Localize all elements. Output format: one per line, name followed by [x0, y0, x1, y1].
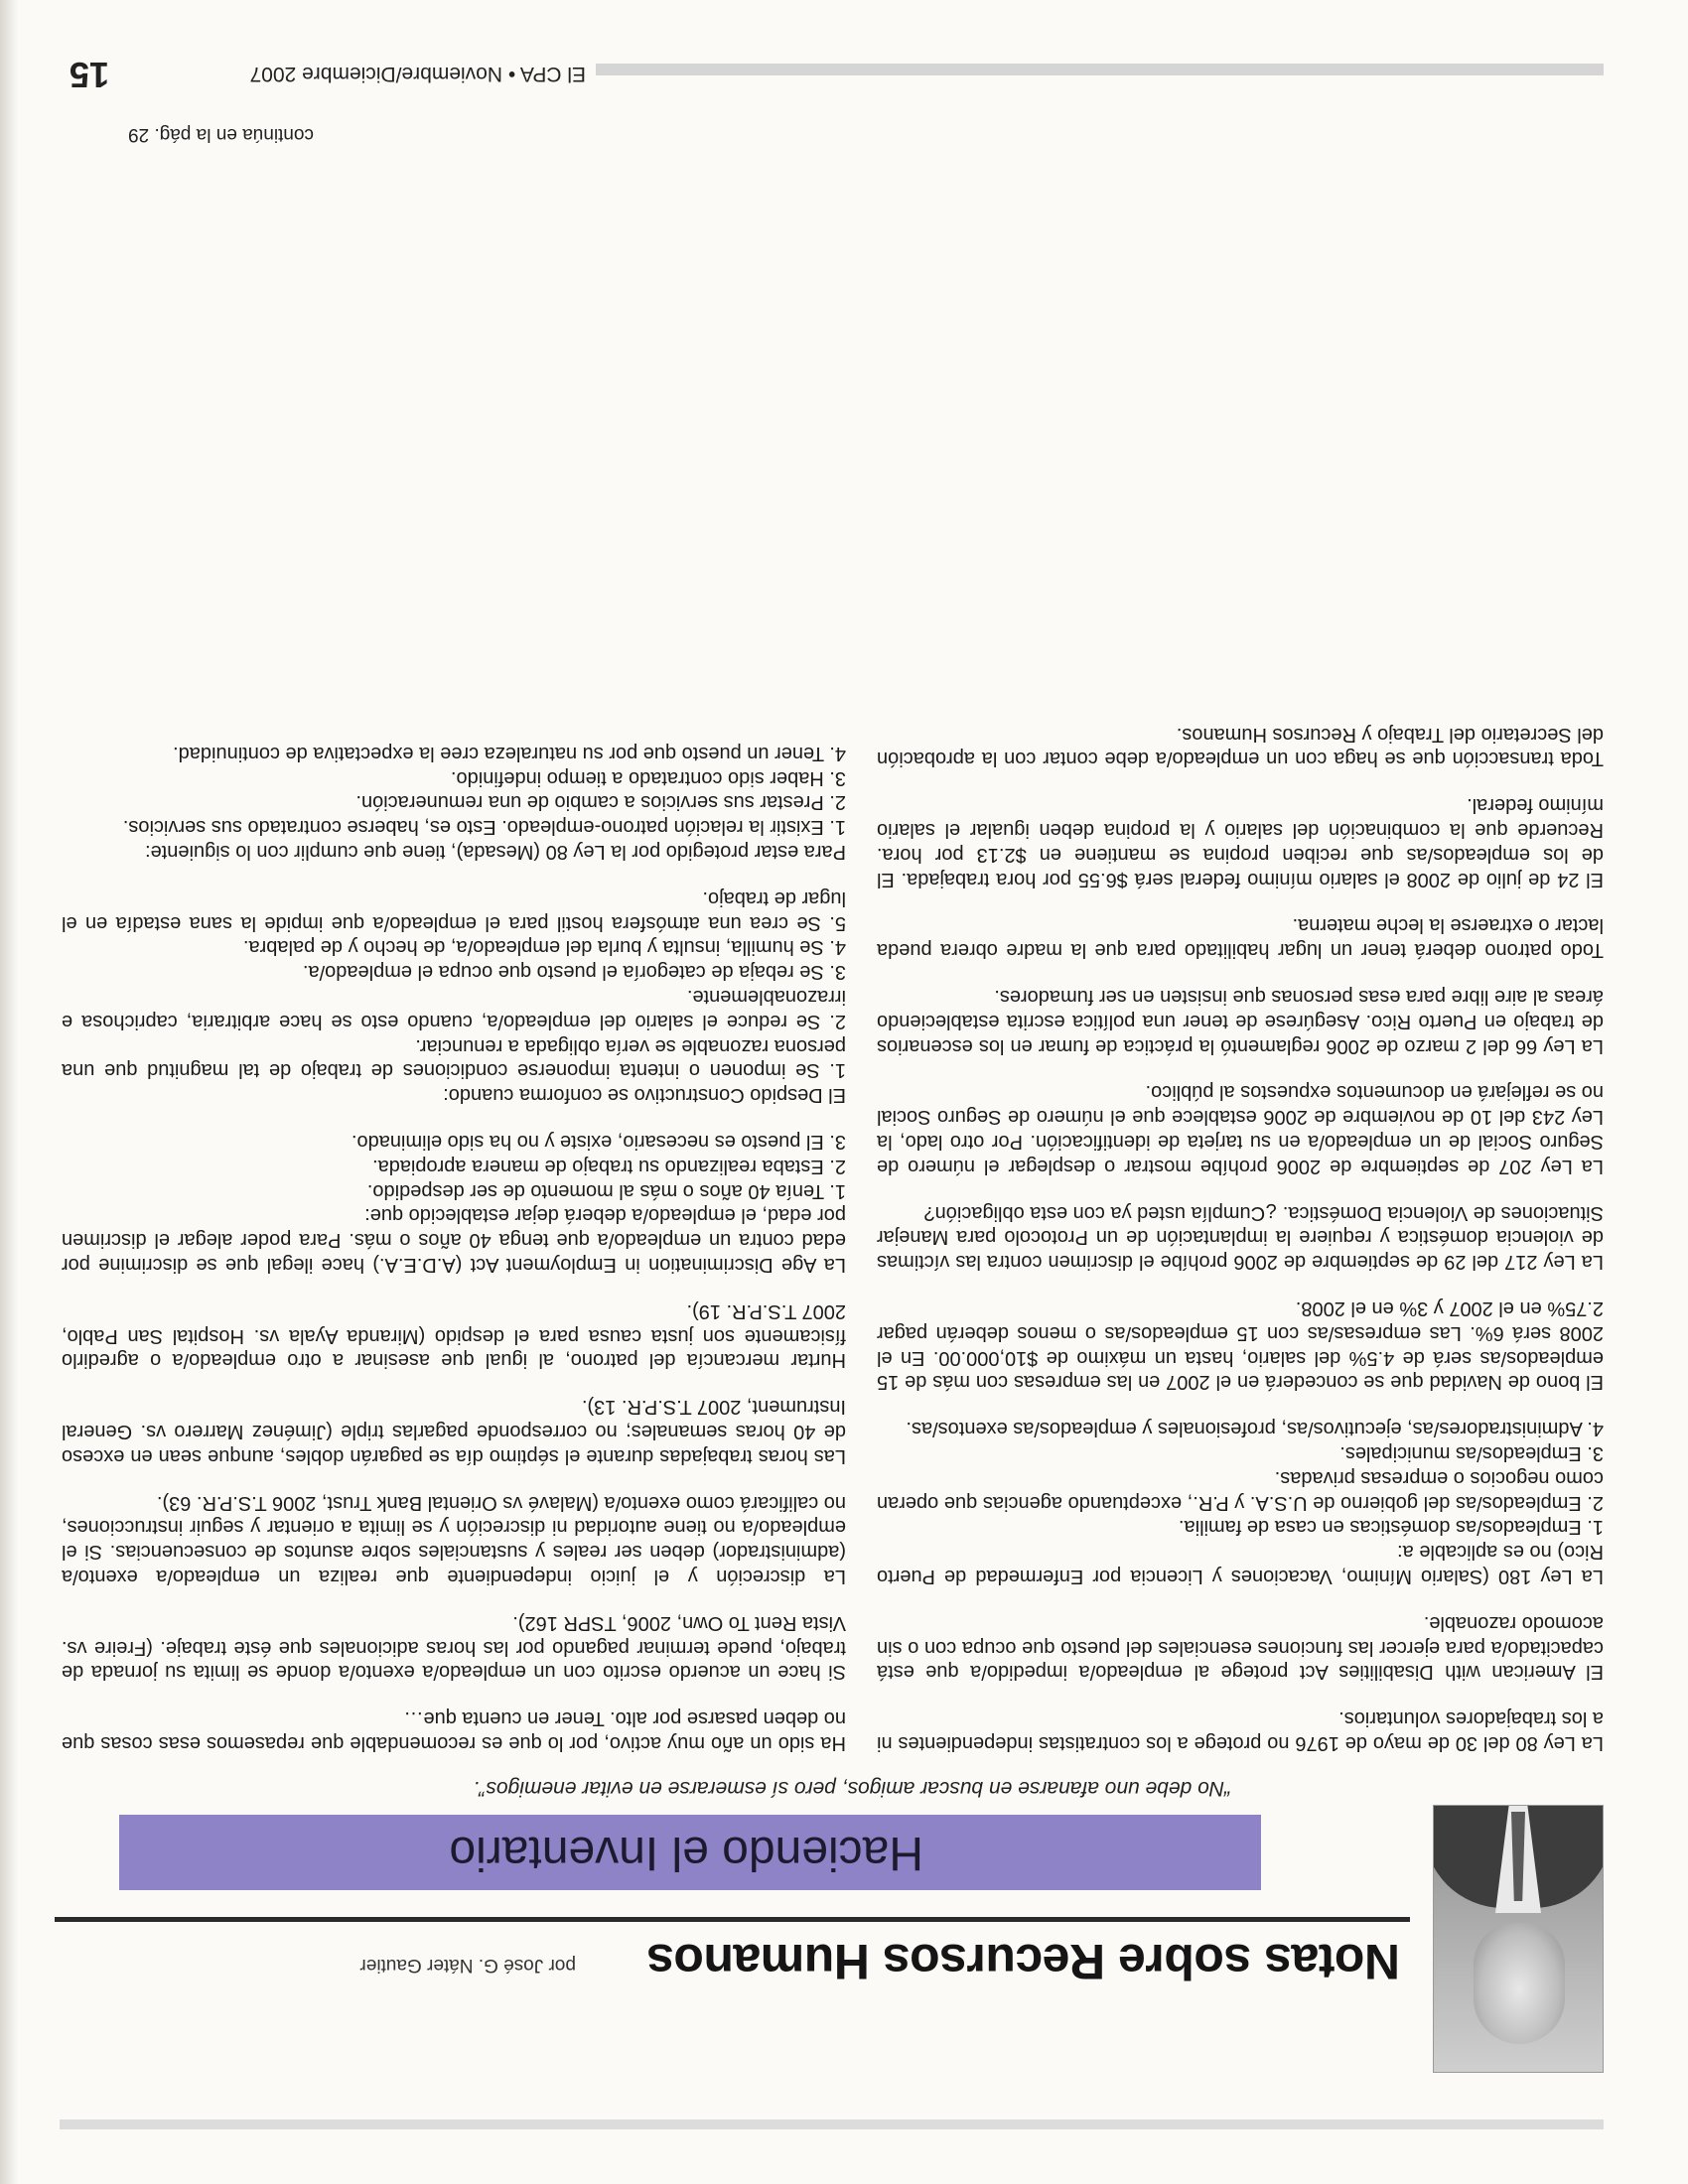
paragraph: Hurtar mercancía del patrono, al igual que asesinar a otro empleado/a o agredirlo físicamente son justa causa para el despido (Miranda Ayala vs. Hospital San Pablo, 2007 T.S.P.R. 19). — [62, 1299, 846, 1372]
paragraph: El 24 de julio de 2008 el salario mínimo federal será $6.55 por hora trabajada. El de los empleados/as que reciben propina se mantiene en $2.13 por hora. Recuerde que la combinación del salario y la propina deben igualar el salario mínimo federal. — [877, 794, 1604, 890]
list-item: 1. Se imponen o intenta imponerse condiciones de trabajo de tal magnitud que una persona razonable se vería obligada a renunciar. — [62, 1034, 846, 1082]
paragraph: Ha sido un año muy activo, por lo que es recomendable que repasemos esas cosas que no deben pasarse por alto. Tener en cuenta que… — [62, 1707, 846, 1754]
list — [877, 1416, 1604, 1539]
footer-publication: El CPA • Noviembre/Diciembre 2007 — [249, 63, 586, 85]
right-column — [877, 700, 1604, 1755]
list-item: 2. Prestar sus servicios a cambio de una remuneración. — [355, 791, 846, 814]
article-title: Haciendo el Inventario — [449, 1827, 923, 1879]
header-rule — [55, 1917, 1410, 1922]
list-item: 3. El puesto es necesario, existe y no ha sido eliminado. — [351, 1131, 846, 1154]
list-item: 2. Empleados/as del gobierno de U.S.A. y P.R., exceptuando agencias que operan como negocios o empresas privadas. — [877, 1466, 1604, 1514]
paragraph: La Ley 217 del 29 de septiembre de 2006 prohíbe el discrimen contra las víctimas de violencia doméstica y requiere la implantación de un Protocolo para Manejar Situaciones de Violencia Doméstica. ¿Cumplía usted ya con esta obligación? — [877, 1201, 1604, 1274]
byline: por José G. Náter Gautier — [359, 1955, 576, 1976]
paragraph: La Ley 207 de septiembre de 2006 prohíbe mostrar o desplegar el número de Seguro Social de un empleado/a en su tarjeta de identificación. Por otro lado, la Ley 243 del 10 de noviembre de 2006 establece que el número de Seguro Social no se reflejará en documentos expuestos al público. — [877, 1081, 1604, 1177]
list-item: 5. Se crea una atmósfera hostil para el empleado/a que impide la sana estadía en el lugar de trabajo. — [62, 887, 846, 934]
list-item: 3. Haber sido contratado a tiempo indefinido. — [450, 766, 846, 789]
paragraph: Toda transacción que se haga con un empleado/a debe contar con la aprobación del Secretario del Trabajo y Recursos Humanos. — [877, 723, 1604, 770]
paragraph: Las horas trabajadas durante el séptimo día se pagarán dobles, aunque sean en exceso de 40 horas semanales; no corresponde pagarlas triple (Jiménez Marrero vs. General Instrument, 2007 T.S.P.R. 13). — [62, 1396, 846, 1467]
epigraph-quote: “No debe uno afanarse en buscar amigos, pero sí esmerarse en evitar enemigos”. — [473, 1777, 1231, 1800]
paragraph: La Ley 66 del 2 marzo de 2006 reglamentó la práctica de fumar en los escenarios de trabajo en Puerto Rico. Asegúrese de tener una política escrita estableciendo áreas al aire libre para esas personas que insisten en ser fumadores. — [877, 986, 1604, 1057]
top-rule — [60, 2119, 1604, 2129]
paragraph: La Age Discrimination in Employment Act (A.D.E.A.) hace ilegal que se discrimine por edad contra un empleado/a que tenga 40 años o más. Para poder alegar el discrimen por edad, el empleado/a deberá dejar establecido que: — [62, 1204, 846, 1277]
list-item: 1. Existir la relación patrono-empleado. Esto es, haberse contratado sus servicios. — [122, 816, 846, 839]
scan-edge — [0, 0, 18, 2184]
author-photo — [1433, 1805, 1604, 2073]
list — [62, 1129, 846, 1202]
footer-rule — [596, 64, 1604, 75]
paragraph: El Despido Constructivo se conforma cuando: — [443, 1084, 846, 1107]
list-item: 2. Se reduce el salario del empleado/a, cuando esto se hace arbitraria, caprichosa e irrazonablemente. — [62, 986, 846, 1032]
paragraph: Para estar protegido por la Ley 80 (Mesada), tiene que cumplir con lo siguiente: — [145, 841, 846, 864]
paragraph: Si hace un acuerdo escrito con un empleado/a exento/a donde se limita su jornada de trabajo, puede terminar pagando por las horas adicionales que éste trabaje. (Freire vs. Vista Rent To Own, 2006, TSPR 162). — [62, 1611, 846, 1684]
list-item: 4. Se humilla, insulta y burla del empleado/a, de hecho y de palabra. — [242, 936, 846, 959]
paragraph: Todo patrono deberá tener un lugar habilitado para que la madre obrera pueda lactar o extraerse la leche materna. — [877, 914, 1604, 962]
paragraph: El American with Disabilities Act protege al empleado/a impedido/a que está capacitado/a para ejercer las funciones esenciales del puesto que ocupa con o sin acomodo razonable. — [877, 1611, 1604, 1684]
paragraph: El bono de Navidad que se concederá en el 2007 en las empresas con más de 15 empleados/as será de 4.5% del salario, hasta un máximo de $10,000.00. En el 2008 será 6%. Las empresas/as con 15 empleados/as o menos deberán pagar 2.75% en el 2007 y 3% en el 2008. — [877, 1297, 1604, 1394]
list — [62, 741, 846, 839]
paragraph: La Ley 80 del 30 de mayo de 1976 no protege a los contratistas independientes ni a los trabajadores voluntarios. — [877, 1707, 1604, 1754]
list-item: 1. Empleados/as domésticas en casa de familia. — [1179, 1516, 1604, 1539]
paragraph: La discreción y el juicio independiente que realiza un empleado/a exento/a (administrador) deben ser reales y sustanciales sobre asuntos de consecuencias. Si el empleado/a no tiene autoridad ni discreción y se limita a orientar y seguir instrucciones, no calificará como exento/a (Malavé vs Oriental Bank Trust, 2006 T.S.P.R. 63). — [62, 1491, 846, 1588]
list-item: 4. Tener un puesto que por su naturaleza cree la expectativa de continuidad. — [173, 742, 846, 764]
list-item: 4. Administradores/as, ejecutivos/as, profesionales y empleados/as exentos/as. — [906, 1418, 1604, 1440]
photo-head — [1474, 1923, 1565, 2044]
page-number: 15 — [69, 55, 109, 95]
list-item: 2. Estaba realizando su trabajo de manera apropiada. — [372, 1155, 846, 1177]
paragraph: La Ley 180 (Salario Mínimo, Vacaciones y Licencia por Enfermedad de Puerto Rico) no es aplicable a: — [877, 1541, 1604, 1588]
list-item: 1. Tenía 40 años o más al momento de ser despedido. — [366, 1179, 846, 1202]
article-title-band — [119, 1815, 1261, 1890]
continued-note: continúa en la pág. 29 — [128, 124, 314, 145]
list-item: 3. Se rebaja de categoría el puesto que ocupa el empleado/a. — [302, 961, 846, 984]
section-title: Notas sobre Recursos Humanos — [646, 1934, 1400, 1989]
left-column — [62, 719, 846, 1755]
list — [62, 886, 846, 1082]
list-item: 3. Empleados/as municipales. — [1339, 1442, 1604, 1465]
